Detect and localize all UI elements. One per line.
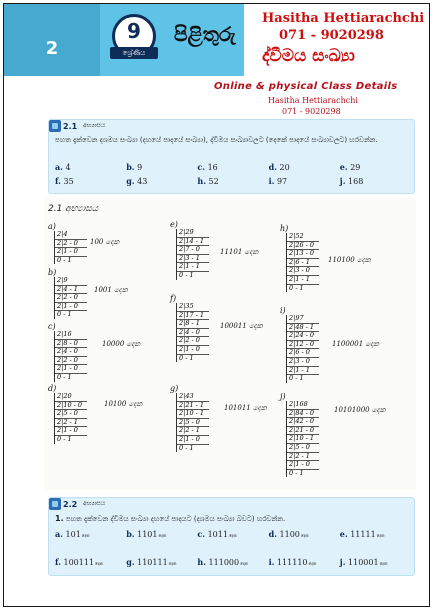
exercise-items: [55, 162, 411, 186]
exercise-item: g. 43: [126, 176, 148, 186]
solution-b-answer: 1001 දෙක: [94, 286, 128, 294]
solution-f: f) 2|35 2|17 - 1 2|8 - 1 2|4 - 0 2|2 - 0 2|1 - 0 0 - 1: [170, 294, 240, 362]
handwritten-solutions: [44, 198, 416, 490]
solution-d: d) 2|20 2|10 - 0 2|5 - 0 2|2 - 1 2|1 - 0 0 - 1: [48, 384, 118, 444]
solution-i-answer: 1100001 දෙක: [332, 340, 379, 348]
exercise-tag: [49, 498, 105, 510]
lesson-title: ද්වීමය සංඛ්‍යා: [262, 46, 355, 66]
book-title: පිළිතුරු: [174, 22, 236, 46]
exercise-instruction: පහත දැක්වෙන දශමය සංඛ්‍යා (දහයේ පාදයේ සංඛ්‍යා), ද්වීමය සංඛ්‍යාවලට (දෙකේ පාදයේ සංඛ්‍යාවලට) හරවන්න.: [55, 136, 378, 144]
solution-g: g) 2|43 2|21 - 1 2|10 - 1 2|5 - 0 2|2 - 1 2|1 - 0 0 - 1: [170, 384, 240, 452]
exercise-icon: [49, 498, 61, 510]
solution-g-answer: 101011 දෙක: [224, 404, 267, 412]
exercise-number: 2.1: [63, 121, 78, 131]
exercise-tag: [49, 120, 105, 132]
grade-label: ශ්‍රේණිය: [110, 47, 158, 59]
solution-b: b) 2|9 2|4 - 1 2|2 - 0 2|1 - 0 0 - 1: [48, 268, 118, 319]
solution-i: i) 2|97 2|48 - 1 2|24 - 0 2|12 - 0 2|6 - 0 2|3 - 0 2|1 - 1 0 - 1: [280, 306, 350, 383]
exercise-question: 1. පහත දැක්වෙන ද්වීමය සංඛ්‍යා දහයේ පාදයට (දශමය සංඛ්‍යා බවට) හරවන්න.: [55, 514, 286, 523]
exercise-item: e. 29: [339, 162, 361, 172]
page-header: [4, 4, 431, 76]
solution-c-answer: 10000 දෙක: [102, 340, 141, 348]
exercise-box-2-2: [48, 497, 415, 576]
exercise-item: b. 9: [126, 162, 143, 172]
solution-h: h) 2|52 2|26 - 0 2|13 - 0 2|6 - 1 2|3 - 0 2|1 - 1 0 - 1: [280, 224, 350, 292]
exercise-number: 2.2: [63, 499, 78, 509]
solution-e-answer: 11101 දෙක: [220, 248, 259, 256]
solution-j-answer: 10101000 දෙක: [334, 406, 386, 414]
exercise-item: j. 168: [339, 176, 364, 186]
solution-e: e) 2|29 2|14 - 1 2|7 - 0 2|3 - 1 2|1 - 1 0 - 1: [170, 220, 240, 280]
solution-a: a) 2|4 2|2 - 0 2|1 - 0 0 - 1: [48, 222, 118, 264]
promo-phone: 071 - 9020298: [282, 107, 341, 116]
solution-a-answer: 100 දෙක: [90, 238, 120, 246]
exercise-item: f. 35: [55, 176, 74, 186]
author-name: Hasitha Hettiarachchi: [262, 11, 425, 26]
exercise-item: f. 100111දෙක: [55, 557, 103, 567]
solution-h-answer: 110100 දෙක: [328, 256, 371, 264]
solution-d-answer: 10100 දෙක: [104, 400, 143, 408]
page-number: 2: [45, 38, 59, 59]
author-phone: 071 - 9020298: [279, 28, 384, 43]
exercise-item: c. 16: [197, 162, 218, 172]
solution-j: j) 2|168 2|84 - 0 2|42 - 0 2|21 - 0 2|10 - 1 2|5 - 0 2|2 - 1 2|1 - 0 0 - 1: [280, 392, 350, 477]
exercise-label: අභ්‍යාසය: [83, 500, 106, 507]
grade-number: 9: [127, 19, 141, 43]
exercise-item: d. 1100දෙක: [268, 529, 309, 539]
promo-name: Hasitha Hettiarachchi: [268, 96, 358, 105]
exercise-box-2-1: [48, 119, 415, 194]
exercise-item: e. 11111දෙක: [339, 529, 385, 539]
exercise-item: c. 1011දෙක: [197, 529, 237, 539]
promo-title: Online & physical Class Details: [214, 81, 398, 92]
solution-c: c) 2|16 2|8 - 0 2|4 - 0 2|2 - 0 2|1 - 0 0 - 1: [48, 322, 118, 382]
exercise-item: j. 110001දෙක: [339, 557, 388, 567]
handwritten-title: 2.1 අභ්‍යාසය: [48, 204, 99, 214]
exercise-item: a. 4: [55, 162, 71, 172]
exercise-item: a. 101දෙක: [55, 529, 90, 539]
exercise-item: i. 97: [268, 176, 288, 186]
exercise-item: i. 111110දෙක: [268, 557, 317, 567]
exercise-item: g. 110111දෙක: [126, 557, 177, 567]
exercise-item: h. 111000දෙක: [197, 557, 248, 567]
solution-f-answer: 100011 දෙක: [220, 322, 263, 330]
exercise-item: h. 52: [197, 176, 219, 186]
exercise-items: [55, 529, 411, 567]
exercise-item: d. 20: [268, 162, 290, 172]
exercise-item: b. 1101දෙක: [126, 529, 167, 539]
exercise-icon: [49, 120, 61, 132]
exercise-label: අභ්‍යාසය: [83, 122, 106, 129]
